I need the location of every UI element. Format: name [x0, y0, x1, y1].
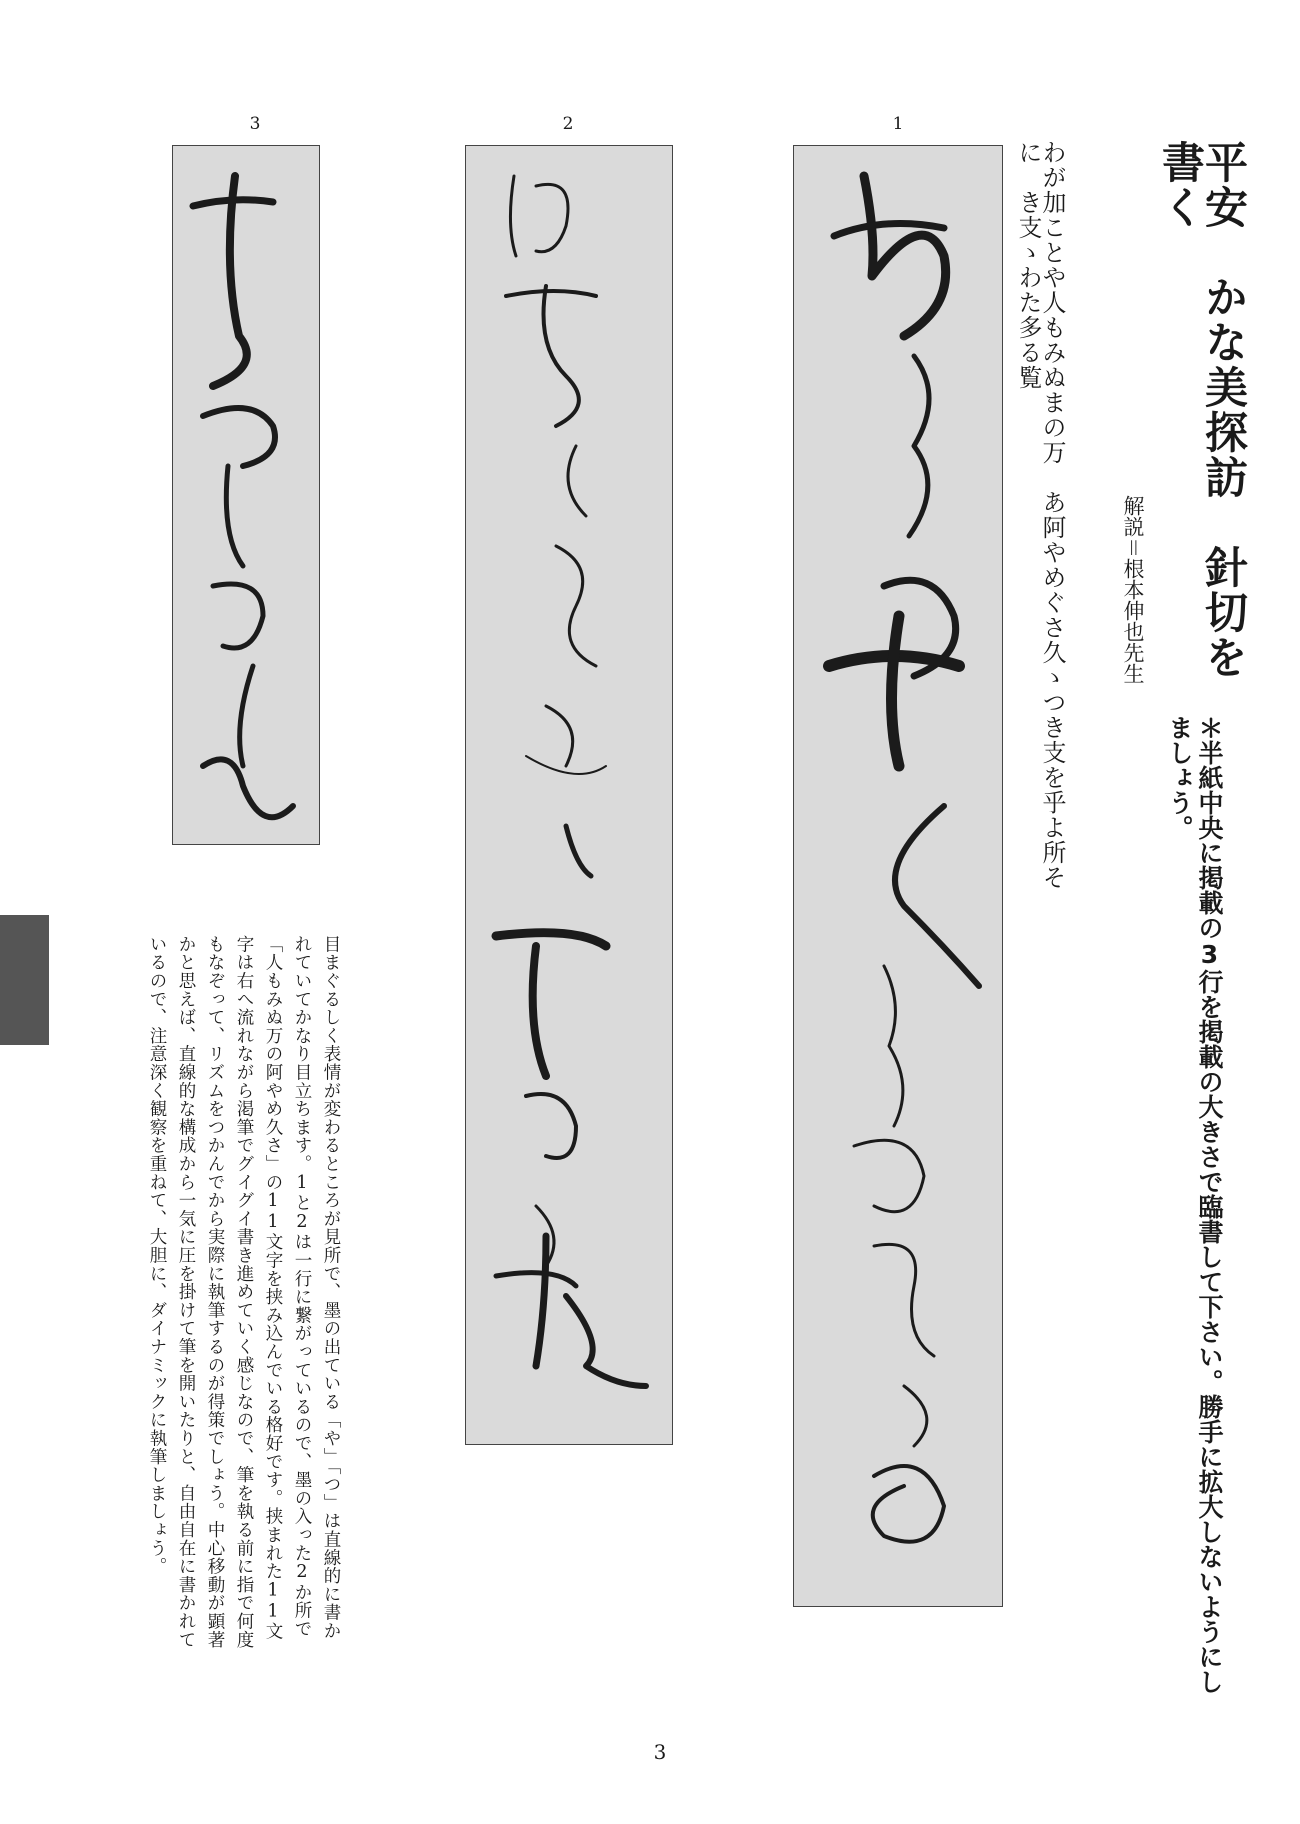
commentary-text: 目まぐるしく表情が変わるところが見所で、墨の出ている「や」「つ」は直線的に書かれていてかなり目立ちます。1と2は一行に繋がっているので、墨の入った2か所で「人もみぬ万の阿やめ久さ」の11文字を挟み込んでいる格好です。挟まれた11文字は右へ流れながら渇筆でグイグイ書き進めていく感じなので、筆を執る前に指で何度もなぞって、リズムをつかんでから実際に執筆するのが得策でしょう。中心移動が顕著かと思えば、直線的な構成から一気に圧を掛けて筆を開いたりと、自由自在に書かれているので、注意深く観察を重ねて、大胆に、ダイナミックに執筆しましょう。 — [147, 935, 341, 1649]
panel-number-2: 2 — [562, 114, 574, 134]
calligraphy-strokes-2 — [466, 146, 673, 1445]
calligraphy-panel-3 — [172, 145, 320, 845]
page-number: 3 — [653, 1740, 667, 1764]
calligraphy-panel-1 — [793, 145, 1003, 1607]
panel-number-1: 1 — [892, 114, 904, 134]
calligraphy-strokes-1 — [794, 146, 1003, 1607]
calligraphy-strokes-3 — [173, 146, 320, 845]
page-title: 平安 かな美探訪 針切を書く — [1155, 140, 1248, 680]
author-credit: 解説＝根本伸也先生 — [1121, 495, 1145, 684]
instruction-note: ＊半紙中央に掲載の3行を掲載の大きさで臨書して下さい。勝手に拡大しないようにしましょう。 — [1165, 715, 1224, 1694]
side-tab-marker — [0, 915, 49, 1045]
calligraphy-panel-2 — [465, 145, 673, 1445]
panel-number-3: 3 — [249, 114, 261, 134]
calligraphy-transcription: わが加ことや人もみぬまの万 あ阿やめぐさ久ゝつき支を乎よ所そに き支ゝわた多る覧 — [1014, 140, 1066, 890]
